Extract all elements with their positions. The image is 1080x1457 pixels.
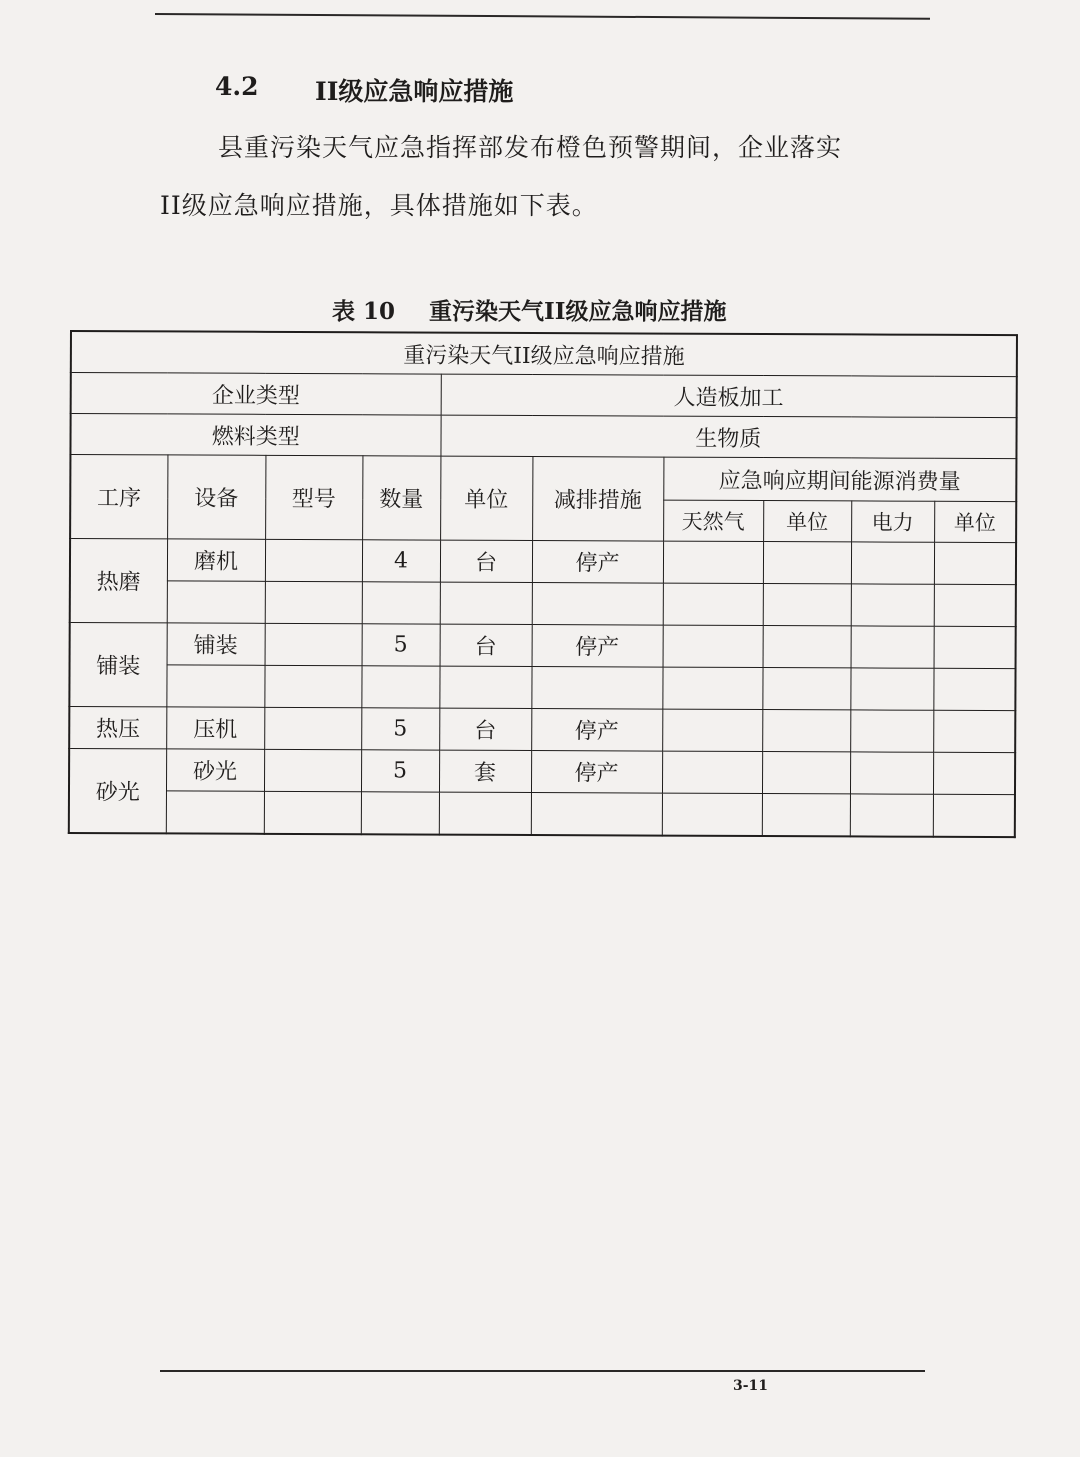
table-title: 重污染天气II级应急响应措施 — [71, 331, 1017, 377]
cell-elec-unit — [933, 752, 1015, 794]
cell-natural-gas — [663, 625, 763, 667]
header-quantity: 数量 — [362, 456, 440, 540]
fuel-type-label: 燃料类型 — [70, 414, 440, 457]
section-heading — [215, 72, 513, 108]
table-caption — [332, 293, 727, 326]
response-measures-table — [68, 330, 1018, 838]
table-row — [69, 749, 1015, 795]
cell-blank — [531, 793, 662, 836]
cell-elec-unit — [933, 710, 1015, 752]
cell-blank — [167, 581, 265, 623]
cell-gas-unit — [763, 626, 851, 668]
table-row — [70, 623, 1016, 669]
cell-model — [264, 749, 361, 791]
cell-electricity — [851, 626, 934, 668]
header-model: 型号 — [265, 455, 362, 539]
cell-equipment: 铺装 — [167, 623, 265, 665]
paragraph-line-2: II级应急响应措施，具体措施如下表。 — [160, 191, 598, 220]
header-process: 工序 — [70, 455, 167, 539]
cell-natural-gas — [662, 751, 762, 793]
table-caption-number: 表 10 — [332, 298, 396, 325]
cell-process: 热磨 — [70, 539, 167, 623]
header-elec-unit: 单位 — [934, 501, 1016, 542]
cell-process: 热压 — [69, 707, 166, 749]
cell-blank — [361, 666, 439, 708]
cell-electricity — [850, 710, 933, 752]
cell-blank — [762, 794, 850, 837]
page-number: 3-11 — [733, 1378, 769, 1394]
cell-equipment: 磨机 — [167, 539, 265, 581]
cell-model — [265, 539, 362, 581]
cell-measure: 停产 — [532, 625, 663, 668]
cell-elec-unit — [934, 542, 1016, 584]
table-row — [70, 539, 1016, 585]
cell-equipment: 压机 — [166, 707, 264, 749]
table-row — [69, 707, 1015, 753]
cell-blank — [850, 794, 933, 837]
cell-blank — [362, 582, 440, 624]
header-gas-unit: 单位 — [763, 501, 851, 542]
fuel-type-value: 生物质 — [440, 415, 1016, 459]
cell-blank — [763, 584, 851, 626]
cell-blank — [166, 665, 264, 707]
cell-measure: 停产 — [532, 541, 663, 584]
header-natural-gas: 天然气 — [663, 500, 763, 541]
cell-equipment: 砂光 — [166, 749, 264, 791]
table-row-blank — [70, 581, 1016, 627]
cell-unit: 台 — [440, 624, 532, 666]
cell-blank — [264, 791, 361, 834]
cell-blank — [264, 665, 361, 707]
cell-unit: 台 — [439, 708, 531, 750]
cell-blank — [933, 794, 1015, 837]
cell-blank — [166, 791, 264, 834]
cell-blank — [532, 583, 663, 626]
cell-blank — [439, 792, 531, 835]
header-electricity: 电力 — [851, 501, 934, 542]
section-title: II级应急响应措施 — [315, 77, 514, 106]
cell-blank — [531, 667, 662, 710]
cell-gas-unit — [762, 752, 850, 794]
header-equipment: 设备 — [167, 455, 265, 539]
cell-blank — [439, 666, 531, 708]
cell-natural-gas — [662, 709, 762, 751]
cell-model — [265, 623, 362, 665]
cell-blank — [851, 584, 934, 626]
cell-gas-unit — [762, 710, 850, 752]
header-rule — [155, 13, 930, 20]
cell-quantity: 4 — [362, 540, 440, 582]
enterprise-type-label: 企业类型 — [71, 373, 441, 416]
paragraph-line-1: 县重污染天气应急指挥部发布橙色预警期间，企业落实 — [218, 133, 843, 162]
cell-process: 砂光 — [69, 749, 166, 834]
cell-quantity: 5 — [362, 624, 440, 666]
header-measure: 减排措施 — [532, 457, 663, 542]
cell-quantity: 5 — [361, 750, 439, 792]
cell-blank — [662, 667, 762, 709]
cell-blank — [663, 583, 763, 625]
cell-model — [264, 707, 361, 749]
cell-blank — [933, 668, 1015, 710]
cell-electricity — [851, 542, 934, 584]
table-row-blank — [69, 665, 1015, 711]
cell-quantity: 5 — [361, 708, 439, 750]
cell-blank — [762, 668, 850, 710]
cell-unit: 套 — [439, 750, 531, 792]
cell-elec-unit — [934, 626, 1016, 668]
cell-measure: 停产 — [531, 709, 662, 752]
table-row-blank — [69, 791, 1015, 838]
header-energy-consumption: 应急响应期间能源消费量 — [663, 457, 1016, 502]
section-number: 4.2 — [215, 72, 259, 101]
cell-blank — [934, 584, 1016, 626]
cell-electricity — [850, 752, 933, 794]
cell-blank — [265, 581, 362, 623]
footer-rule — [160, 1370, 925, 1372]
cell-unit: 台 — [440, 540, 532, 582]
cell-measure: 停产 — [531, 751, 662, 794]
enterprise-type-value: 人造板加工 — [441, 374, 1017, 418]
cell-process: 铺装 — [69, 623, 166, 707]
cell-natural-gas — [663, 541, 763, 583]
cell-blank — [850, 668, 933, 710]
cell-blank — [440, 582, 532, 624]
cell-gas-unit — [763, 542, 851, 584]
cell-blank — [361, 792, 439, 835]
cell-blank — [662, 793, 762, 836]
header-unit: 单位 — [440, 456, 532, 540]
table-caption-title: 重污染天气II级应急响应措施 — [429, 298, 727, 325]
